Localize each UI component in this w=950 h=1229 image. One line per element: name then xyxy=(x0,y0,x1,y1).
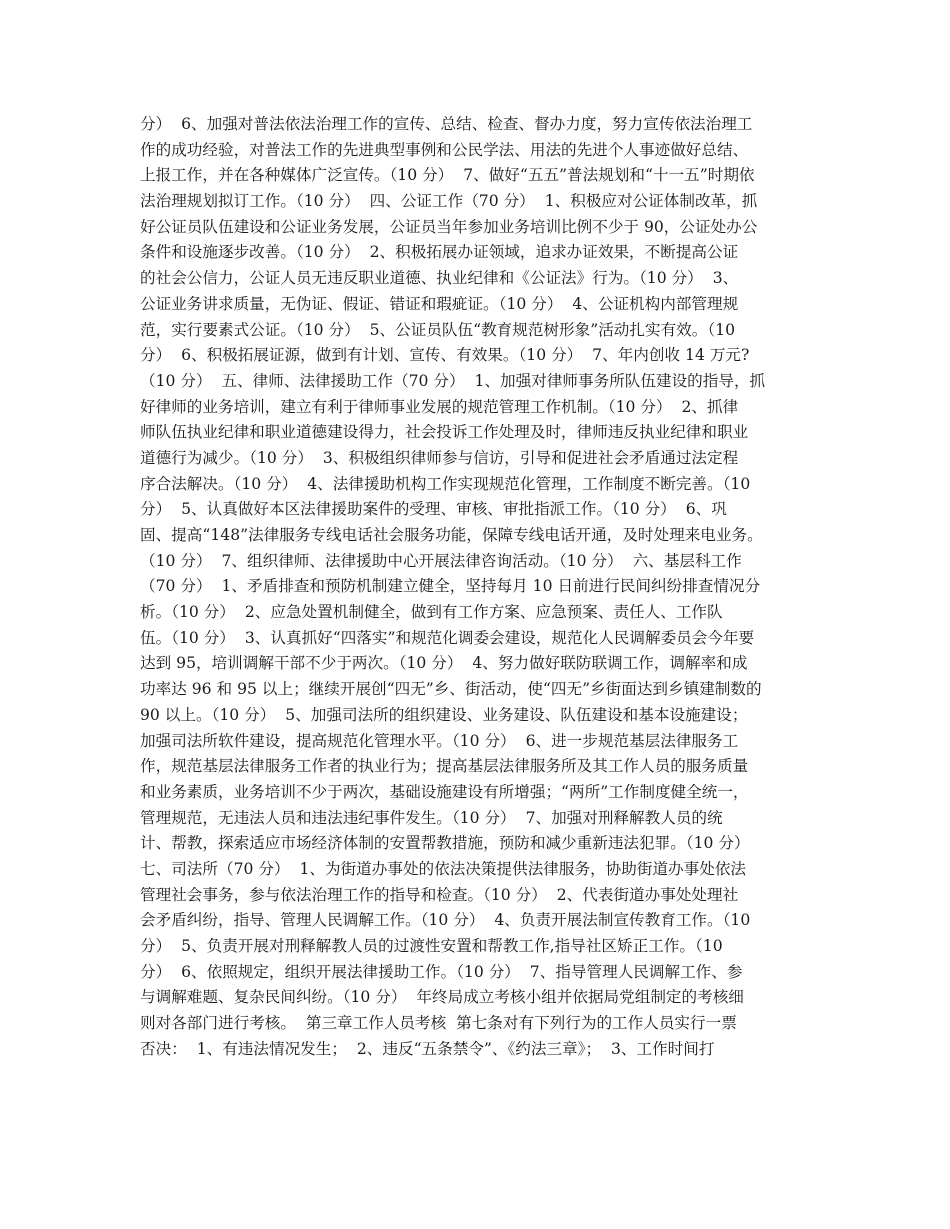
text-line: 否决： 1、有违法情况发生； 2、违反“五条禁令”、《约法三章》； 3、工作时间打 xyxy=(140,1039,715,1058)
text-line: 分） 5、负责开展对刑释解教人员的过渡性安置和帮教工作,指导社区矫正工作。（10 xyxy=(140,937,723,955)
text-line: 功率达 96 和 95 以上；继续开展创“四无”乡、街活动，使“四无”乡街面达到乡镇建制数的 xyxy=(140,680,762,699)
text-line: 道德行为减少。（10 分） 3、积极组织律师参与信访，引导和促进社会矛盾通过法定程 xyxy=(140,448,739,467)
text-line: 加强司法所软件建设，提高规范化管理水平。（10 分） 6、进一步规范基层法律服务工 xyxy=(140,731,739,750)
text-line: 分） 6、积极拓展证源，做到有计划、宣传、有效果。（10 分） 7、年内创收 14 万元? xyxy=(140,346,750,365)
text-line: （70 分） 1、矛盾排查和预防机制建立健全，坚持每月 10 日前进行民间纠纷排查情况分 xyxy=(140,577,761,596)
text-line: 好律师的业务培训，建立有利于律师事业发展的规范管理工作机制。（10 分） 2、抓律 xyxy=(140,397,739,416)
body-text xyxy=(140,112,820,1062)
text-line: 伍。（10 分） 3、认真抓好“四落实”和规范化调委会建设，规范化人民调解委员会今年要 xyxy=(140,628,755,647)
text-line: 分） 5、认真做好本区法律援助案件的受理、审核、审批指派工作。（10 分） 6、巩 xyxy=(140,500,727,519)
text-line: 分） 6、加强对普法依法治理工作的宣传、总结、检查、督办力度，努力宣传依法治理工 xyxy=(140,115,753,133)
text-line: 与调解难题、复杂民间纠纷。（10 分） 年终局成立考核小组并依据局党组制定的考核细 xyxy=(140,988,744,1007)
text-line: 师队伍执业纪律和职业道德建设得力，社会投诉工作处理及时，律师违反执业纪律和职业 xyxy=(140,423,749,442)
text-line: 七、司法所（70 分） 1、为街道办事处的依法决策提供法律服务，协助街道办事处依法 xyxy=(140,859,747,878)
text-line: 则对各部门进行考核。 第三章工作人员考核 第七条对有下列行为的工作人员实行一票 xyxy=(140,1014,737,1033)
text-line: 上报工作，并在各种媒体广泛宣传。（10 分） 7、做好“五五”普法规划和“十一五”时期依 xyxy=(140,166,755,185)
text-line: 析。（10 分） 2、应急处置机制健全，做到有工作方案、应急预案、责任人、工作队 xyxy=(140,603,723,622)
text-line: 90 以上。（10 分） 5、加强司法所的组织建设、业务建设、队伍建设和基本设施建设； xyxy=(140,705,748,724)
text-line: 作，规范基层法律服务工作者的执业行为；提高基层法律服务所及其工作人员的服务质量 xyxy=(140,757,749,776)
text-line: （10 分） 7、组织律师、法律援助中心开展法律咨询活动。（10 分） 六、基层科工作 xyxy=(140,551,742,570)
text-line: 固、提高“148”法律服务专线电话社会服务功能，保障专线电话开通，及时处理来电业务。 xyxy=(140,526,763,544)
text-line: 公证业务讲求质量，无伪证、假证、错证和瑕疵证。（10 分） 4、公证机构内部管理规 xyxy=(140,294,739,313)
text-line: 序合法解决。（10 分） 4、法律援助机构工作实现规范化管理，工作制度不断完善。（10 xyxy=(140,474,751,493)
text-line: 管理规范，无违法人员和违法违纪事件发生。（10 分） 7、加强对刑释解教人员的统 xyxy=(140,808,723,827)
text-line: 的社会公信力，公证人员无违反职业道德、执业纪律和《公证法》行为。（10 分） 3、 xyxy=(140,269,739,288)
text-line: 分） 6、依照规定，组织开展法律援助工作。（10 分） 7、指导管理人民调解工作、参 xyxy=(140,962,743,981)
text-line: 达到 95，培训调解干部不少于两次。（10 分） 4、努力做好联防联调工作，调解率和成 xyxy=(140,654,748,673)
text-line: 范，实行要素式公证。（10 分） 5、公证员队伍“教育规范树形象”活动扎实有效。（10 xyxy=(140,320,736,339)
text-line: 会矛盾纠纷，指导、管理人民调解工作。（10 分） 4、负责开展法制宣传教育工作。（10 xyxy=(140,911,751,930)
text-line: 法治理规划拟订工作。（10 分） 四、公证工作（70 分） 1、积极应对公证体制改革，抓 xyxy=(140,192,758,211)
text-line: 作的成功经验，对普法工作的先进典型事例和公民学法、用法的先进个人事迹做好总结、 xyxy=(140,140,749,159)
text-line: （10 分） 五、律师、法律援助工作（70 分） 1、加强对律师事务所队伍建设的指导，抓 xyxy=(140,371,766,390)
text-line: 和业务素质，业务培训不少于两次，基础设施建设有所增强；“两所”工作制度健全统一， xyxy=(140,782,749,801)
text-line: 计、帮教，探索适应市场经济体制的安置帮教措施，预防和减少重新违法犯罪。（10 分） xyxy=(140,834,750,853)
text-line: 条件和设施逐步改善。（10 分） 2、积极拓展办证领域，追求办证效果，不断提高公证 xyxy=(140,243,739,262)
text-line: 管理社会事务，参与依法治理工作的指导和检查。（10 分） 2、代表街道办事处处理社 xyxy=(140,885,739,904)
text-line: 好公证员队伍建设和公证业务发展，公证员当年参加业务培训比例不少于 90，公证处办公 xyxy=(140,217,758,236)
